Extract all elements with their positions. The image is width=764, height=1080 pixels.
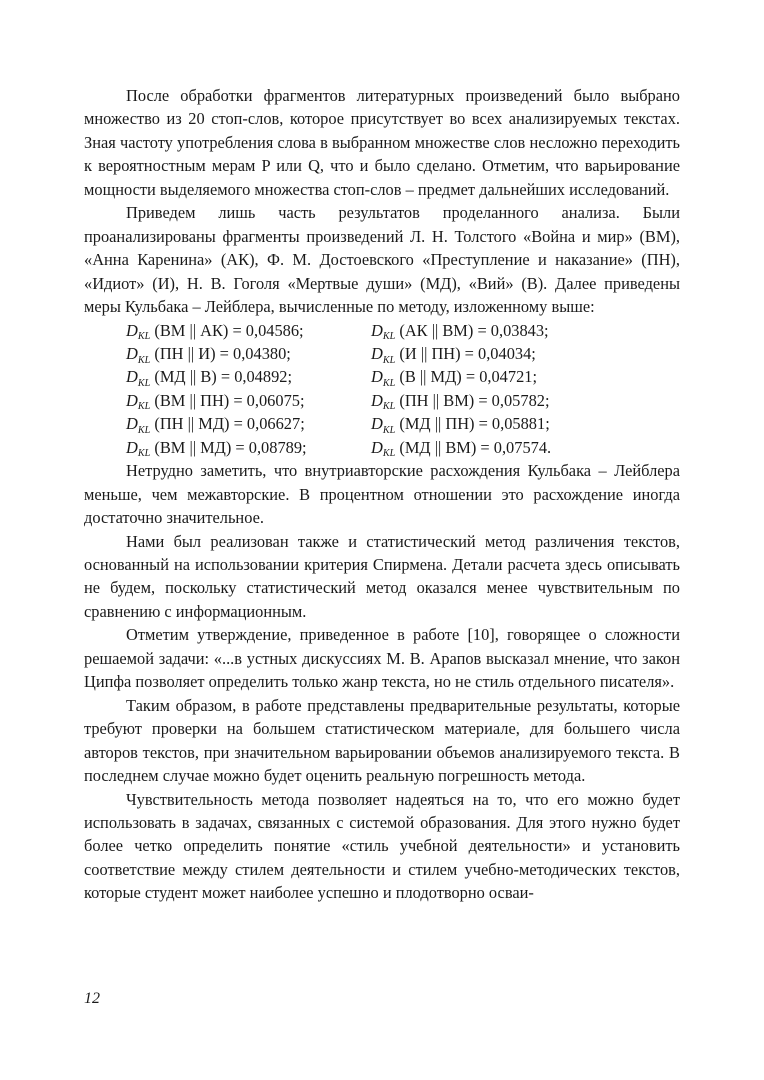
formula-row bbox=[84, 319, 680, 342]
formula-symbol: D bbox=[126, 390, 138, 410]
formula-subscript: KL bbox=[382, 354, 396, 366]
formula-expression: (МД || ПН) = 0,05881; bbox=[399, 414, 550, 434]
formula-expression: (И || ПН) = 0,04034; bbox=[399, 343, 536, 363]
formula-subscript: KL bbox=[382, 331, 396, 343]
formula-row bbox=[84, 342, 680, 365]
formula-expression: (ВМ || ПН) = 0,06075; bbox=[154, 390, 305, 410]
formula-subscript: KL bbox=[137, 424, 151, 436]
paragraph-preliminary-results: Таким образом, в работе представлены предварительные результаты, которые требуют проверки на большем статистическом материале, для большего числа авторов текстов, при значительном варьировании объемов анализируемого текста. В последнем случае можно будет оценить реальную погрешность метода. bbox=[84, 695, 680, 786]
paragraph-analysis-results: Приведем лишь часть результатов проделанного анализа. Были проанализированы фрагменты произведений Л. Н. Толстого «Война и мир» (ВМ), «Анна Каренина» (АК), Ф. М. Достоевского «Преступление и наказание» (ПН), «Идиот» (И), Н. В. Гоголя «Мертвые души» (МД), «Вий» (В). Далее приведены меры Кульбака – Лейблера, вычисленные по методу, изложенному выше: bbox=[84, 203, 680, 317]
paragraph-stop-words: После обработки фрагментов литературных произведений было выбрано множество из 20 стоп-слов, которое присутствует во всех анализируемых текстах. Зная частоту употребления слова в выбранном множестве слов несложно переходить к вероятностным мерам P или Q, что и было сделано. Отметим, что варьирование мощности выделяемого множества стоп-слов – предмет дальнейших исследований. bbox=[84, 86, 680, 199]
body-text bbox=[84, 84, 680, 905]
formula-symbol: D bbox=[126, 343, 138, 363]
formula-row bbox=[84, 436, 680, 459]
formula-subscript: KL bbox=[137, 448, 151, 460]
formula-symbol: D bbox=[126, 367, 138, 387]
paragraph-arapov-quote: Отметим утверждение, приведенное в работе [10], говорящее о сложности решаемой задачи: «...в устных дискуссиях М. В. Арапов высказал мнение, что закон Ципфа позволяет определить только жанр текста, но не стиль отдельного писателя». bbox=[84, 625, 680, 692]
formula-symbol: D bbox=[371, 343, 383, 363]
formula-subscript: KL bbox=[137, 377, 151, 389]
formula-symbol: D bbox=[371, 367, 383, 387]
formula-subscript: KL bbox=[382, 424, 396, 436]
formula-expression: (ПН || И) = 0,04380; bbox=[154, 343, 291, 363]
formula-subscript: KL bbox=[382, 377, 396, 389]
formula-row bbox=[84, 389, 680, 412]
formula-expression: (ВМ || МД) = 0,08789; bbox=[154, 437, 307, 457]
formula-subscript: KL bbox=[137, 401, 151, 413]
formula-expression: (ПН || МД) = 0,06627; bbox=[154, 414, 305, 434]
formula-expression: (АК || ВМ) = 0,03843; bbox=[399, 320, 549, 340]
formula-expression: (МД || В) = 0,04892; bbox=[154, 367, 293, 387]
formula-subscript: KL bbox=[137, 354, 151, 366]
formula-left bbox=[126, 436, 307, 462]
formula-expression: (ПН || ВМ) = 0,05782; bbox=[399, 390, 550, 410]
formula-expression: (ВМ || АК) = 0,04586; bbox=[154, 320, 304, 340]
formula-symbol: D bbox=[371, 320, 383, 340]
formula-right bbox=[371, 436, 551, 462]
formula-subscript: KL bbox=[137, 331, 151, 343]
formula-symbol: D bbox=[371, 414, 383, 434]
formula-expression: (В || МД) = 0,04721; bbox=[399, 367, 538, 387]
formula-symbol: D bbox=[126, 437, 138, 457]
formula-symbol: D bbox=[126, 320, 138, 340]
kl-divergence-formulas bbox=[84, 319, 680, 460]
formula-subscript: KL bbox=[382, 448, 396, 460]
page-number: 12 bbox=[84, 990, 100, 1007]
formula-row bbox=[84, 365, 680, 388]
formula-subscript: KL bbox=[382, 401, 396, 413]
formula-symbol: D bbox=[371, 390, 383, 410]
paragraph-method-sensitivity: Чувствительность метода позволяет надеяться на то, что его можно будет использовать в задачах, связанных с системой образования. Для этого нужно будет более четко определить понятие «стиль учебной деятельности» и установить соответствие между стилем деятельности и стилем учебно-методических текстов, которые студент может наиболее успешно и плодотворно осваи- bbox=[84, 789, 680, 903]
formula-symbol: D bbox=[126, 414, 138, 434]
formula-symbol: D bbox=[371, 437, 383, 457]
formula-expression: (МД || ВМ) = 0,07574. bbox=[399, 437, 552, 457]
paragraph-intra-author-divergence: Нетрудно заметить, что внутриавторские расхождения Кульбака – Лейблера меньше, чем межавторские. В процентном отношении это расхождение иногда достаточно значительное. bbox=[84, 461, 680, 528]
paragraph-spearman-method: Нами был реализован также и статистический метод различения текстов, основанный на использовании критерия Спирмена. Детали расчета здесь описывать не будем, поскольку статистический метод оказался менее чувствительным по сравнению с информационным. bbox=[84, 531, 680, 621]
formula-row bbox=[84, 412, 680, 435]
